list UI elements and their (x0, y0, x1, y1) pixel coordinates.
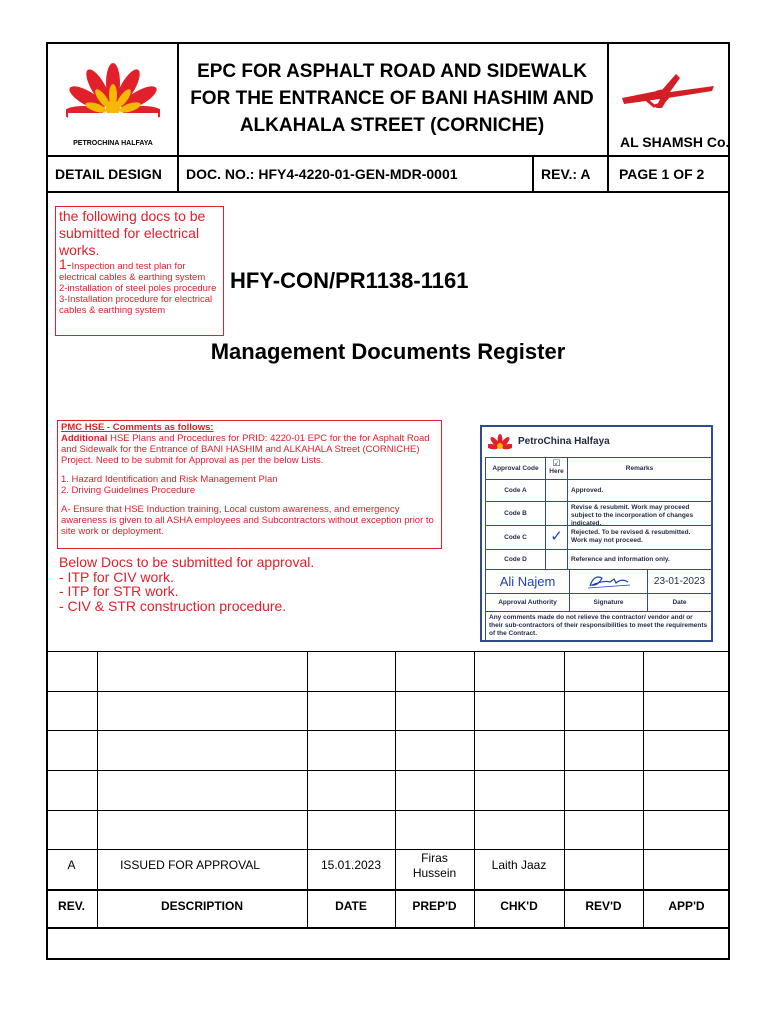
rev-header-date: DATE (335, 899, 367, 913)
stamp-company: PetroChina Halfaya (518, 436, 610, 447)
meta-divider-3 (607, 155, 609, 192)
stamp-label-signature: Signature (570, 594, 648, 612)
electrical-note-item-2: 2-installation of steel poles procedure (59, 283, 217, 294)
meta-divider-2 (532, 155, 534, 192)
rev-grid-line (46, 770, 730, 771)
detail-design-label: DETAIL DESIGN (55, 166, 162, 182)
rev-grid-line (46, 651, 730, 652)
electrical-note-item-1-text: Inspection and test plan for electrical cables & earthing system (59, 261, 206, 283)
rev-grid-line (46, 810, 730, 811)
stamp-logo-icon (488, 433, 512, 453)
stamp-code-a-mark (546, 480, 568, 502)
header-divider-right (607, 42, 609, 156)
stamp-code-d-mark (546, 550, 568, 570)
below-docs-line-1: Below Docs to be submitted for approval. (59, 554, 315, 570)
doc-number: DOC. NO.: HFY4-4220-01-GEN-MDR-0001 (186, 166, 458, 182)
stamp-code-a-remark: Approved. (568, 480, 712, 502)
page-number: PAGE 1 OF 2 (619, 166, 705, 182)
stamp-table (485, 457, 711, 641)
stamp-label-date: Date (648, 594, 712, 612)
rev-grid-line (46, 927, 730, 929)
stamp-col-here (546, 458, 568, 480)
checkbox-icon: ☑ (552, 458, 561, 468)
below-docs-note (59, 555, 314, 613)
alshamsh-logo (618, 68, 718, 118)
hse-comments-body-text: HSE Plans and Procedures for PRID: 4220-01 EPC for the for Asphalt Road and Sidewalk for the Entrance of BANI HASHIM and ALKAHALA Street (CORNICHE) Project. Need to be submit for Approval as per the below Lists. (61, 433, 430, 466)
rev-grid-col (643, 651, 644, 928)
electrical-docs-note (55, 206, 224, 336)
hse-comments-note (57, 420, 442, 549)
signature-icon (570, 570, 648, 594)
hse-comments-additional: Additional (61, 433, 108, 444)
electrical-note-item-3: 3-Installation procedure for electrical cables & earthing system (59, 294, 213, 316)
rev-grid-col (395, 651, 396, 928)
hse-item-2: 2. Driving Guidelines Procedure (61, 485, 196, 496)
rev-row-chkd: Laith Jaaz (491, 858, 547, 872)
project-title-line-3: ALKAHALA STREET (CORNICHE) (239, 115, 545, 136)
below-docs-line-2: - ITP for CIV work. (59, 568, 174, 585)
rev-row-rev: A (67, 858, 76, 872)
rev-grid-line (46, 730, 730, 731)
hse-item-a: A- Ensure that HSE Induction training, Local custom awareness, and emergency awareness is given to all ASHA employees and Subcontractors without exception prior to site work or deployment. (61, 504, 434, 537)
rev-grid-col (307, 651, 308, 928)
below-docs-line-4: - CIV & STR construction procedure. (59, 597, 287, 614)
electrical-note-item-1 (59, 256, 220, 283)
stamp-code-c: Code C (486, 526, 546, 550)
stamp-col-here-label: Here (549, 468, 564, 475)
stamp-code-b: Code B (486, 502, 546, 526)
rev-row-description: ISSUED FOR APPROVAL (120, 858, 260, 872)
header-bottom-rule (46, 155, 730, 157)
project-title-line-1: EPC FOR ASPHALT ROAD AND SIDEWALK (197, 61, 587, 82)
electrical-note-item-1-number: 1- (59, 256, 72, 272)
project-title (178, 58, 606, 139)
stamp-code-a: Code A (486, 480, 546, 502)
hse-item-1: 1. Hazard Identification and Risk Management Plan (61, 474, 278, 485)
petrochina-logo (66, 55, 160, 147)
stamp-authority-name: Ali Najem (486, 570, 570, 594)
alshamsh-emblem-icon (618, 68, 718, 118)
rev-row-prepd-line-2: Hussein (412, 866, 457, 880)
document-reference: HFY-CON/PR1138-1161 (230, 268, 469, 293)
rev-grid-line (46, 849, 730, 850)
rev-grid-line (46, 889, 730, 891)
rev-row-prepd (395, 851, 474, 881)
below-docs-line-3: - ITP for STR work. (59, 583, 179, 599)
rev-row-date: 15.01.2023 (320, 858, 382, 872)
electrical-note-heading: the following docs to be submitted for electrical works. (59, 208, 206, 258)
petrochina-caption: PETROCHINA HALFAYA (73, 140, 153, 147)
stamp-code-b-mark (546, 502, 568, 526)
stamp-code-d: Code D (486, 550, 546, 570)
petrochina-sun-icon (66, 55, 160, 135)
document-title: Management Documents Register (210, 339, 566, 364)
rev-grid-col (474, 651, 475, 928)
stamp-code-b-remark: Revise & resubmit. Work may proceed subject to the incorporation of changes indicated. (568, 502, 712, 526)
stamp-footer: Any comments made do not relieve the contractor/ vendor and/ or their sub-contractors of their responsibilities to meet the requirements of the Contract. (486, 612, 712, 642)
rev-grid-line (46, 691, 730, 692)
hse-comments-body (61, 433, 438, 466)
rev-header-rev: REV. (58, 899, 85, 913)
meta-divider-1 (177, 155, 179, 192)
rev-header-prepd: PREP'D (412, 899, 457, 913)
stamp-date: 23-01-2023 (648, 570, 712, 594)
approval-stamp (480, 425, 713, 642)
stamp-col-remarks: Remarks (568, 458, 712, 480)
meta-bottom-rule (46, 191, 730, 193)
hse-comments-heading: PMC HSE - Comments as follows: (61, 422, 214, 433)
rev-header-description: DESCRIPTION (160, 899, 243, 913)
revision-label: REV.: A (541, 166, 591, 182)
rev-grid-col (97, 651, 98, 928)
project-title-line-2: FOR THE ENTRANCE OF BANI HASHIM AND (190, 88, 594, 109)
alshamsh-company-name: AL SHAMSH Co. (620, 134, 730, 150)
rev-header-chkd: CHK'D (500, 899, 538, 913)
rev-header-appd: APP'D (668, 899, 705, 913)
rev-row-prepd-line-1: Firas (421, 851, 448, 865)
rev-header-revd: REV'D (585, 899, 622, 913)
stamp-code-d-remark: Reference and information only. (568, 550, 712, 570)
stamp-code-c-remark: Rejected. To be revised & resubmitted. Work may not proceed. (568, 526, 712, 550)
checkmark-icon: ✓ (546, 526, 568, 550)
stamp-col-code: Approval Code (486, 458, 546, 480)
stamp-label-authority: Approval Authority (486, 594, 570, 612)
rev-grid-col (564, 651, 565, 928)
